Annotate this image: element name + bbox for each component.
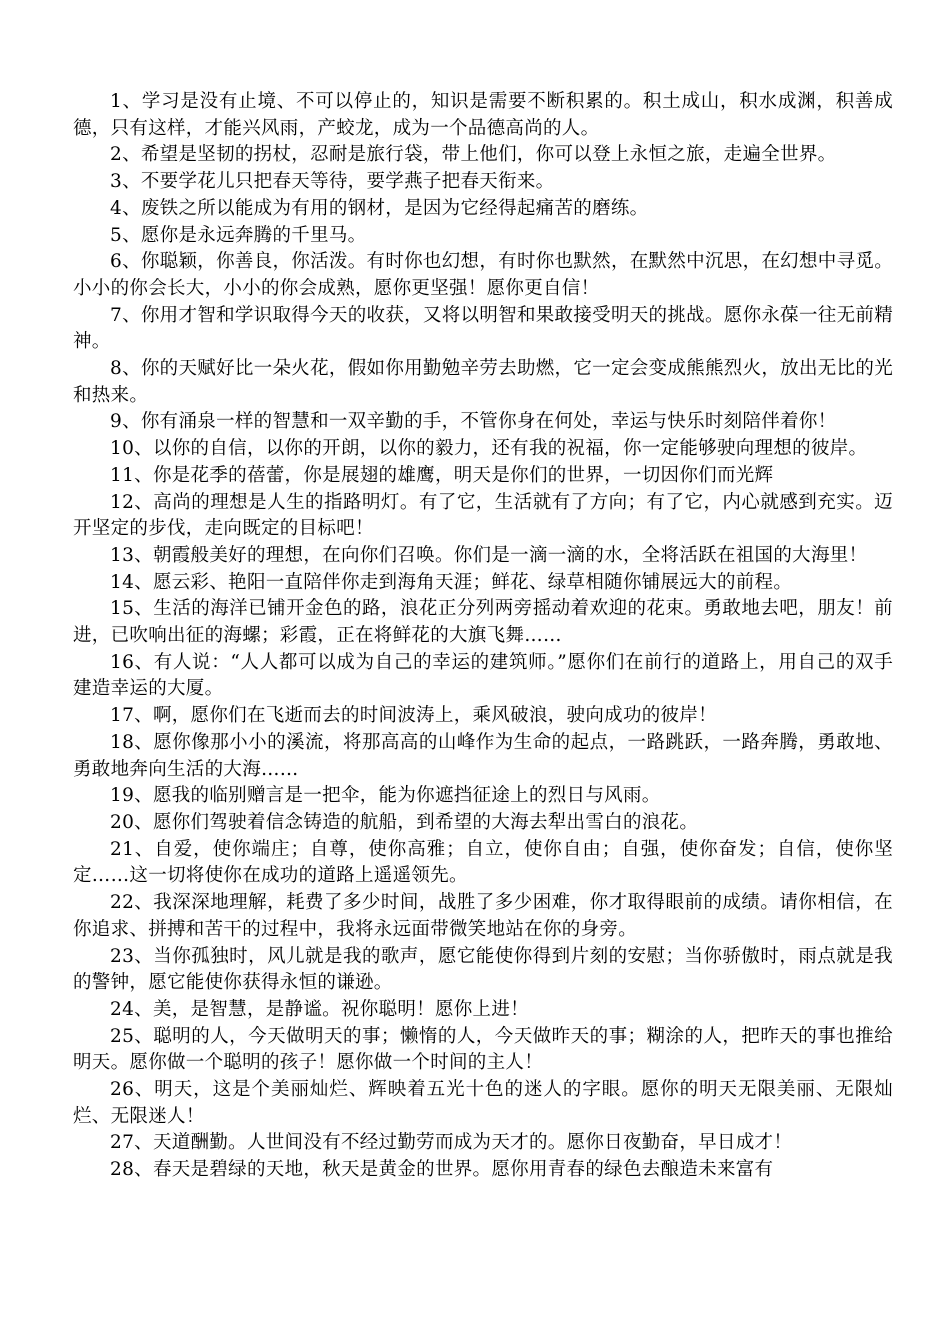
paragraph-10: 10、以你的自信，以你的开朗，以你的毅力，还有我的祝福，你一定能够驶向理想的彼岸。 <box>110 438 868 460</box>
paragraph-1: 1、学习是没有止境、不可以停止的，知识是需要不断积累的。积土成山，积水成渊，积善成德，只有这样，才能兴风雨，产蛟龙，成为一个品德高尚的人。 <box>73 91 893 139</box>
paragraph-17: 17、啊，愿你们在飞逝而去的时间波涛上，乘风破浪，驶向成功的彼岸！ <box>110 705 717 727</box>
paragraph-18: 18、愿你像那小小的溪流，将那高高的山峰作为生命的起点，一路跳跃，一路奔腾，勇敢地、勇敢地奔向生活的大海…… <box>73 731 893 780</box>
document-body <box>73 89 893 1184</box>
paragraph-4: 4、废铁之所以能成为有用的钢材，是因为它经得起痛苦的磨练。 <box>110 197 649 219</box>
paragraph-27: 27、天道酬勤。人世间没有不经过勤劳而成为天才的。愿你日夜勤奋，早日成才！ <box>110 1132 793 1154</box>
paragraph-19: 19、愿我的临别赠言是一把伞，能为你遮挡征途上的烈日与风雨。 <box>110 785 661 807</box>
paragraph-12: 12、高尚的理想是人生的指路明灯。有了它，生活就有了方向；有了它，内心就感到充实。迈开坚定的步伐，走向既定的目标吧！ <box>73 491 893 540</box>
paragraph-24: 24、美，是智慧，是静谧。祝你聪明！愿你上进！ <box>110 998 529 1020</box>
paragraph-21: 21、自爱，使你端庄；自尊，使你高雅；自立，使你自由；自强，使你奋发；自信，使你坚定……这一切将使你在成功的道路上遥遥领先。 <box>73 838 893 887</box>
paragraph-8: 8、你的天赋好比一朵火花，假如你用勤勉辛劳去助燃，它一定会变成熊熊烈火，放出无比的光和热来。 <box>73 358 893 406</box>
paragraph-6: 6、你聪颖，你善良，你活泼。有时你也幻想，有时你也默然，在默然中沉思，在幻想中寻觅。小小的你会长大，小小的你会成熟，愿你更坚强！愿你更自信！ <box>73 251 893 299</box>
paragraph-2: 2、希望是坚韧的拐杖，忍耐是旅行袋，带上他们，你可以登上永恒之旅，走遍全世界。 <box>110 144 837 166</box>
paragraph-26: 26、明天，这是个美丽灿烂、辉映着五光十色的迷人的字眼。愿你的明天无限美丽、无限灿烂、无限迷人！ <box>73 1079 893 1127</box>
paragraph-22: 22、我深深地理解，耗费了多少时间，战胜了多少困难，你才取得眼前的成绩。请你相信，在你追求、拼搏和苦干的过程中，我将永远面带微笑地站在你的身旁。 <box>73 892 893 940</box>
paragraph-7: 7、你用才智和学识取得今天的收获，又将以明智和果敢接受明天的挑战。愿你永葆一往无前精神。 <box>73 304 893 353</box>
paragraph-5: 5、愿你是永远奔腾的千里马。 <box>110 224 367 246</box>
paragraph-25: 25、聪明的人，今天做明天的事；懒惰的人，今天做昨天的事；糊涂的人，把昨天的事也推给明天。愿你做一个聪明的孩子！愿你做一个时间的主人！ <box>73 1025 893 1074</box>
paragraph-15: 15、生活的海洋已铺开金色的路，浪花正分列两旁摇动着欢迎的花束。勇敢地去吧，朋友！前进，已吹响出征的海螺；彩霞，正在将鲜花的大旗飞舞…… <box>73 598 893 647</box>
paragraph-14: 14、愿云彩、艳阳一直陪伴你走到海角天涯；鲜花、绿草相随你铺展远大的前程。 <box>110 571 793 593</box>
paragraph-3: 3、不要学花儿只把春天等待，要学燕子把春天衔来。 <box>110 171 555 193</box>
paragraph-16: 16、有人说：“人人都可以成为自己的幸运的建筑师。”愿你们在前行的道路上，用自己的双手建造幸运的大厦。 <box>73 651 893 700</box>
paragraph-9: 9、你有涌泉一样的智慧和一双辛勤的手，不管你身在何处，幸运与快乐时刻陪伴着你！ <box>110 411 837 433</box>
paragraph-28: 28、春天是碧绿的天地，秋天是黄金的世界。愿你用青春的绿色去酿造未来富有 <box>110 1159 774 1181</box>
paragraph-23: 23、当你孤独时，风儿就是我的歌声，愿它能使你得到片刻的安慰；当你骄傲时，雨点就是我的警钟，愿它能使你获得永恒的谦逊。 <box>73 945 893 994</box>
paragraph-20: 20、愿你们驾驶着信念铸造的航船，到希望的大海去犁出雪白的浪花。 <box>110 811 699 833</box>
paragraph-11: 11、你是花季的蓓蕾，你是展翅的雄鹰，明天是你们的世界，一切因你们而光辉 <box>110 464 774 486</box>
paragraph-13: 13、朝霞般美好的理想，在向你们召唤。你们是一滴一滴的水，全将活跃在祖国的大海里！ <box>110 544 868 566</box>
